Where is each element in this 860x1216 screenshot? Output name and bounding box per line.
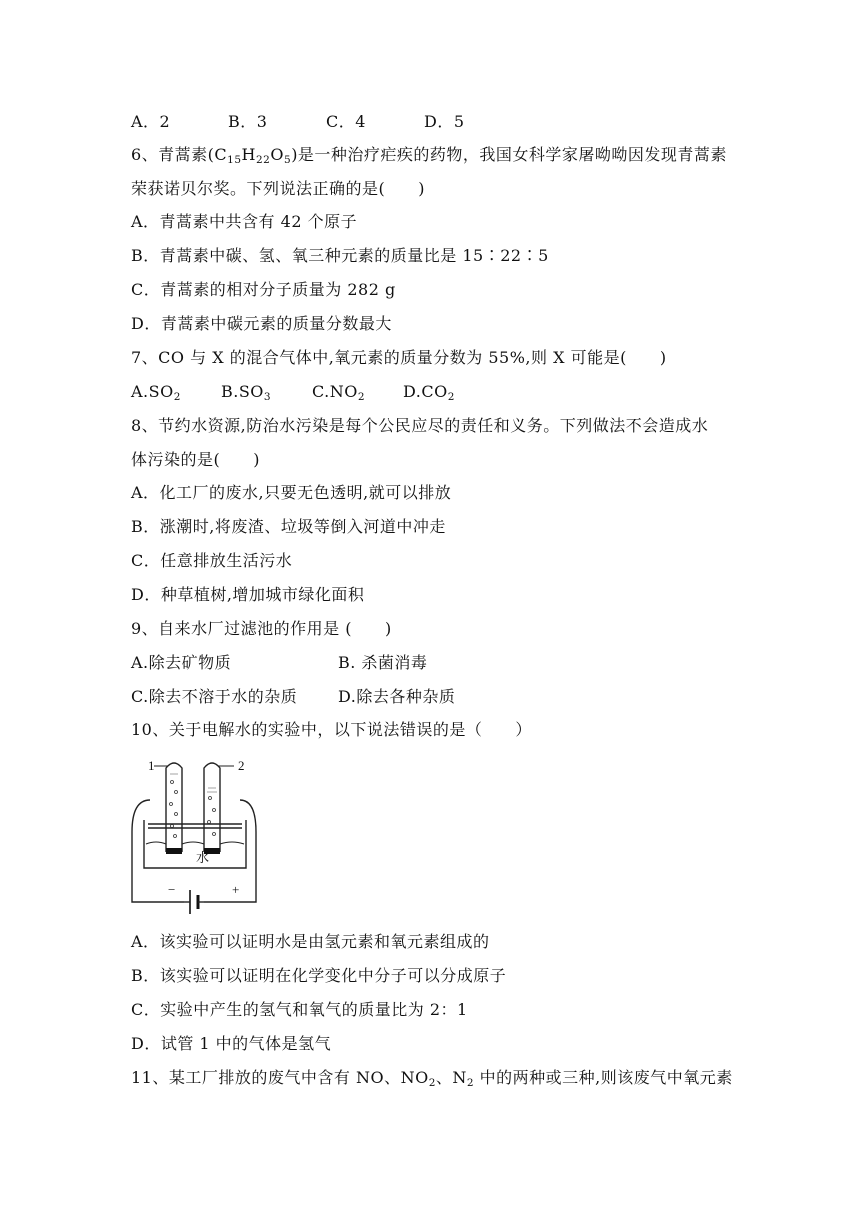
q6-stem-line2: 荣获诺贝尔奖。下列说法正确的是( )	[131, 179, 425, 198]
q8-stem-line2: 体污染的是( )	[131, 450, 260, 469]
figure-water-label: 水	[196, 851, 210, 866]
q6-option-d: D．青蒿素中碳元素的质量分数最大	[131, 314, 392, 333]
figure-label-1: 1	[148, 758, 155, 773]
figure-minus-label: −	[168, 882, 176, 897]
q7-option-b: $B.SO_3$	[221, 382, 272, 403]
q6-option-c: C．青蒿素的相对分子质量为 282 g	[131, 280, 396, 299]
q6-option-a: A．青蒿素中共含有 42 个原子	[131, 212, 358, 231]
q10-stem: 10、关于电解水的实验中，以下说法错误的是（ ）	[131, 720, 532, 739]
q9-option-b: B. 杀菌消毒	[338, 653, 428, 672]
q7-stem: 7、CO 与 X 的混合气体中,氧元素的质量分数为 55%,则 X 可能是( )	[131, 348, 667, 367]
figure-plus-label: +	[232, 882, 240, 897]
q9-option-d: D.除去各种杂质	[338, 687, 456, 706]
q10-option-b: B．该实验可以证明在化学变化中分子可以分成原子	[131, 966, 507, 985]
electrode-negative	[166, 848, 182, 854]
q11-stem: 11、某工厂排放的废气中含有 NO、$NO_2$、$N_2$ 中的两种或三种,则该废气中氧元素	[131, 1068, 733, 1089]
q8-option-d: D．种草植树,增加城市绿化面积	[131, 585, 365, 604]
q10-option-d: D．试管 1 中的气体是氢气	[131, 1034, 332, 1053]
q8-stem-line1: 8、节约水资源,防治水污染是每个公民应尽的责任和义务。下列做法不会造成水	[131, 416, 709, 435]
q5-option-c: C．4	[326, 112, 366, 131]
q5-option-a: A．2	[131, 112, 171, 131]
q9-stem: 9、自来水厂过滤池的作用是 ( )	[131, 619, 392, 638]
q10-option-c: C．实验中产生的氢气和氧气的质量比为 2：1	[131, 1000, 468, 1019]
q8-option-a: A．化工厂的废水,只要无色透明,就可以排放	[131, 483, 452, 502]
q9-option-a: A.除去矿物质	[131, 653, 232, 672]
electrolysis-apparatus-figure	[128, 752, 260, 920]
water-surface	[146, 842, 244, 844]
q5-option-d: D．5	[424, 112, 465, 131]
q9-option-c: C.除去不溶于水的杂质	[131, 687, 298, 706]
beaker	[144, 820, 246, 868]
q6-option-b: B．青蒿素中碳、氢、氧三种元素的质量比是 15∶22∶5	[131, 246, 549, 265]
q7-option-d: $D.CO_2$	[403, 382, 455, 403]
q5-option-b: B．3	[228, 112, 268, 131]
q7-option-a: $A.SO_2$	[131, 382, 181, 403]
q8-option-b: B．涨潮时,将废渣、垃圾等倒入河道中冲走	[131, 517, 446, 536]
test-tube-2	[204, 763, 220, 852]
q10-option-a: A．该实验可以证明水是由氢元素和氧元素组成的	[131, 932, 490, 951]
q8-option-c: C．任意排放生活污水	[131, 551, 293, 570]
figure-label-2: 2	[238, 758, 245, 773]
q6-stem-line1: 6、青蒿素$(C_{15}H_{22}O_5)$是一种治疗疟疾的药物，我国女科学家屠呦呦因发现青蒿素	[131, 145, 727, 166]
q7-option-c: $C.NO_2$	[312, 382, 366, 403]
test-tube-1	[166, 763, 182, 852]
